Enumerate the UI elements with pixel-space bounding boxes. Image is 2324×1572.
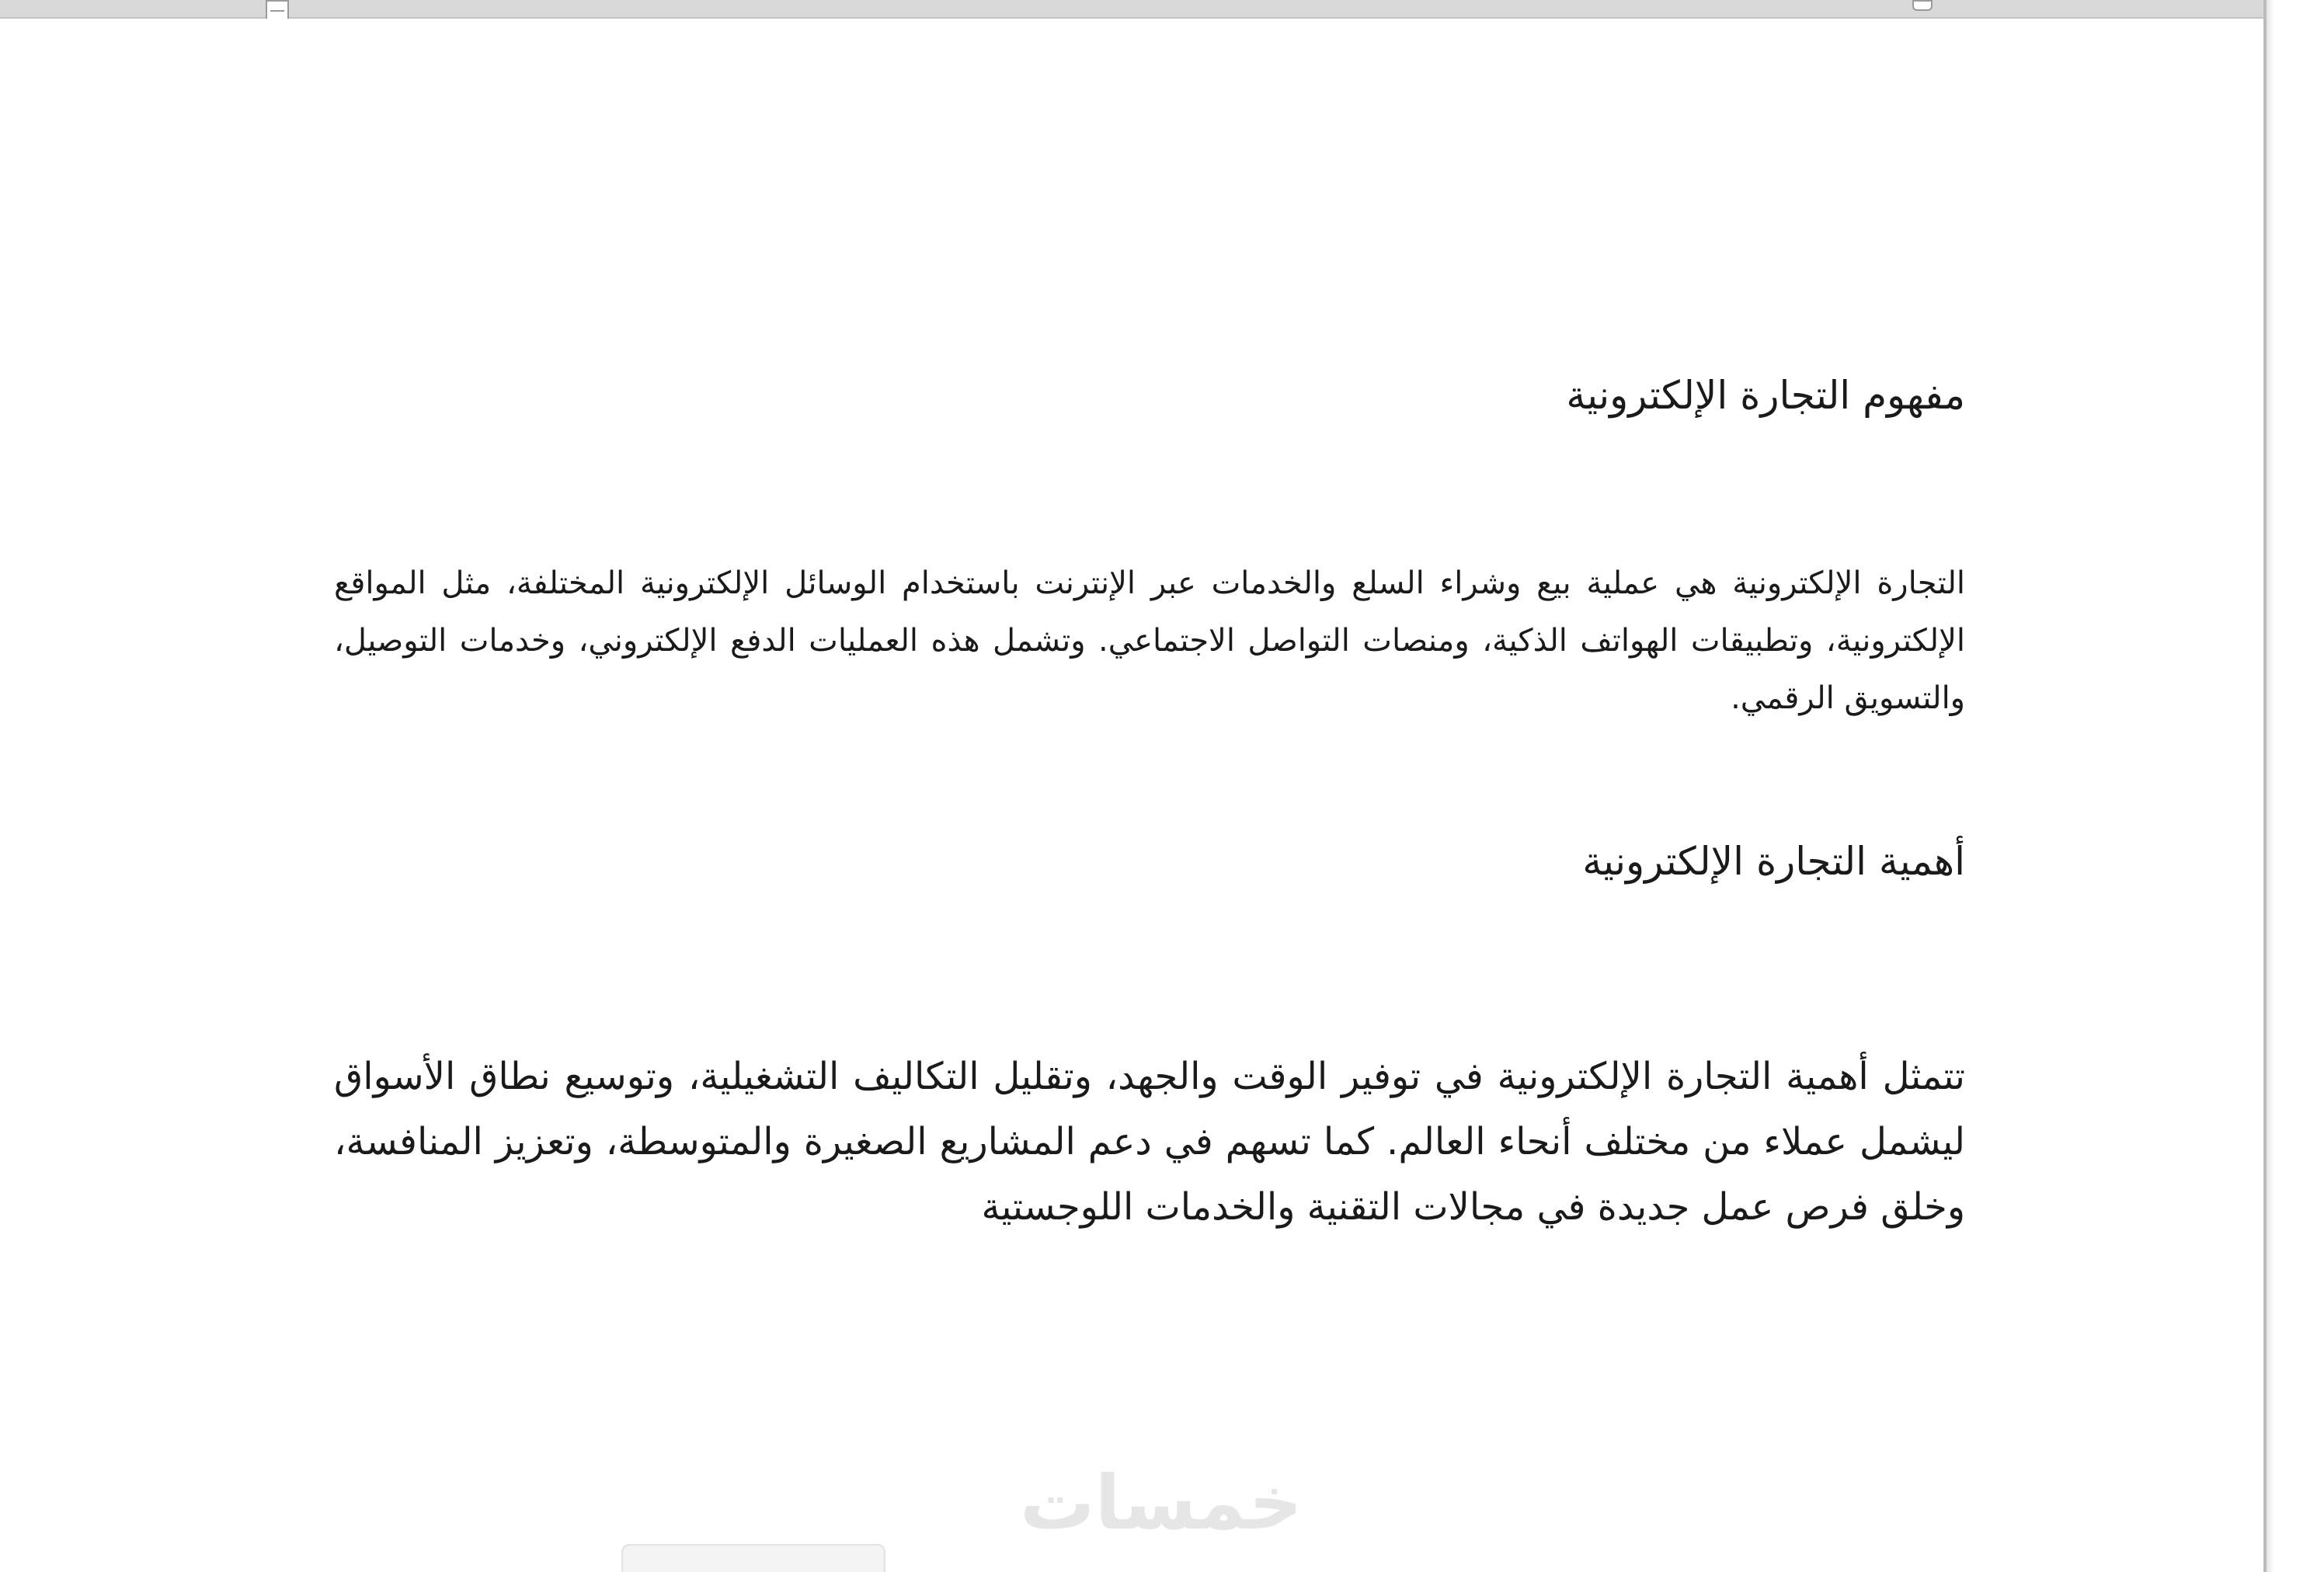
vertical-scrollbar[interactable] bbox=[2263, 0, 2324, 1572]
margin-marker-icon[interactable] bbox=[1912, 0, 1933, 11]
heading-ecommerce-importance: أهمية التجارة الإلكترونية bbox=[1582, 839, 1965, 884]
paragraph-ecommerce-importance: تتمثل أهمية التجارة الإلكترونية في توفير الوقت والجهد، وتقليل التكاليف التشغيلية، وتوسيع نطاق الأسواق ليشمل عملاء من مختلف أنحاء العالم. كما تسهم في دعم المشاريع الصغيرة والمتوسطة، وتعزيز المنافسة، وخلق فرص عمل جديدة في مجالات التقنية والخدمات اللوجستية bbox=[334, 1055, 1965, 1229]
bottom-tab[interactable] bbox=[621, 1544, 885, 1572]
paragraph-ecommerce-definition: التجارة الإلكترونية هي عملية بيع وشراء السلع والخدمات عبر الإنترنت باستخدام الوسائل الإلكترونية المختلفة، مثل المواقع الإلكترونية، وتطبيقات الهواتف الذكية، ومنصات التواصل الاجتماعي. وتشمل هذه العمليات الدفع الإلكتروني، وخدمات التوصيل، والتسويق الرقمي. bbox=[334, 565, 1965, 716]
document-page[interactable] bbox=[0, 19, 2263, 1572]
watermark-logo: خمسات bbox=[1020, 1459, 1303, 1546]
heading-ecommerce-concept: مفهوم التجارة الإلكترونية bbox=[1566, 373, 1965, 418]
horizontal-ruler bbox=[0, 0, 2263, 19]
indent-marker-icon[interactable] bbox=[266, 0, 289, 20]
